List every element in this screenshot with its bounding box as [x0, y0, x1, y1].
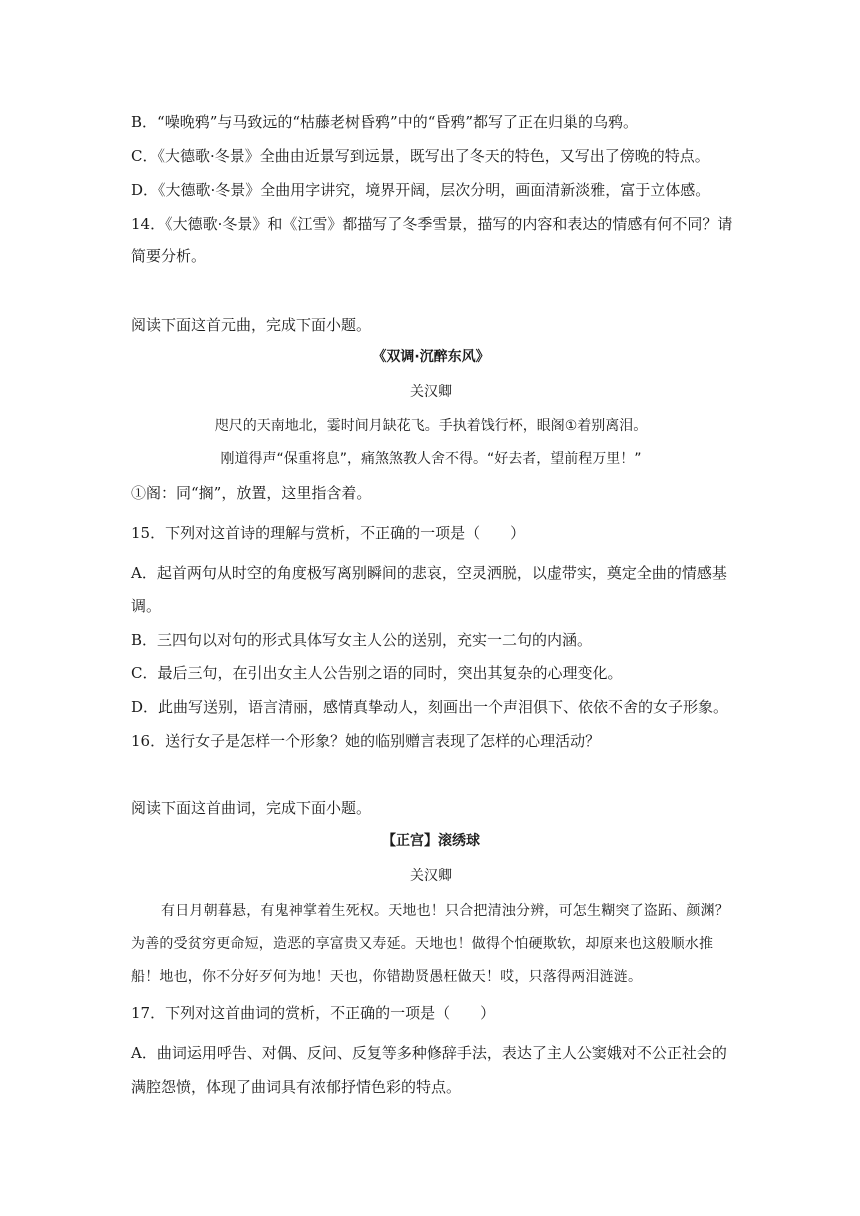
option-a-q15-line2: 调。: [131, 597, 162, 615]
option-a-q15-line1: A．起首两句从时空的角度极写离别瞬间的悲哀，空灵洒脱，以虚带实，奠定全曲的情感基: [131, 564, 727, 582]
option-b-q15: B．三四句以对句的形式具体写女主人公的送别，充实一二句的内涵。: [131, 631, 593, 649]
option-b-q13: B．“噪晚鸦”与马致远的“枯藤老树昏鸦”中的“昏鸦”都写了正在归巢的乌鸦。: [131, 113, 639, 131]
option-d-q13: D．《大德歌·冬景》全曲用字讲究，境界开阔，层次分明，画面清新淡雅，富于立体感。: [131, 181, 711, 199]
question-14-line1: 14．《大德歌·冬景》和《江雪》都描写了冬季雪景，描写的内容和表达的情感有何不同？请: [131, 215, 733, 233]
poem-verse-2: 刚道得声“保重将息”，痛煞煞教人舍不得。“好去者，望前程万里！”: [220, 451, 642, 467]
question-15: 15．下列对这首诗的理解与赏析，不正确的一项是（ ）: [131, 524, 526, 542]
poem-body-2: 有日月朝暮悬，有鬼神掌着生死权。天地也！只合把清浊分辨，可怎生糊突了盗跖、颜渊？为善的受贫穷更命短，造恶的享富贵又寿延。天地也！做得个怕硬欺软，却原来也这般顺水推船！地也，你不分好歹何为地！天也，你错勘贤愚枉做天！哎，只落得两泪涟涟。: [131, 903, 729, 985]
poem-verse-1: 咫尺的天南地北，霎时间月缺花飞。手执着饯行杯，眼阁①着别离泪。: [214, 418, 648, 434]
option-c-q15: C．最后三句，在引出女主人公告别之语的同时，突出其复杂的心理变化。: [131, 664, 623, 682]
reading-instruction-1: 阅读下面这首元曲，完成下面小题。: [131, 316, 372, 334]
poem-title-1: 《双调·沉醉东风》: [372, 349, 490, 365]
question-17: 17．下列对这首曲词的赏析，不正确的一项是（ ）: [131, 1004, 496, 1022]
footnote-1: ①阁：同“搁”，放置，这里指含着。: [131, 484, 372, 502]
option-c-q13: C．《大德歌·冬景》全曲由近景写到远景，既写出了冬天的特色，又写出了傍晚的特点。: [131, 147, 710, 165]
option-a-q17-line1: A．曲词运用呼告、对偶、反问、反复等多种修辞手法，表达了主人公窦娥对不公正社会的: [131, 1044, 727, 1062]
poem-author-1: 关汉卿: [410, 384, 452, 400]
question-14-line2: 简要分析。: [131, 247, 207, 265]
question-16: 16．送行女子是怎样一个形象？她的临别赠言表现了怎样的心理活动？: [131, 732, 601, 750]
poem-title-2: 【正宫】滚绣球: [382, 833, 480, 849]
poem-author-2: 关汉卿: [410, 868, 452, 884]
reading-instruction-2: 阅读下面这首曲词，完成下面小题。: [131, 799, 372, 817]
option-a-q17-line2: 满腔怨愤，体现了曲词具有浓郁抒情色彩的特点。: [131, 1078, 462, 1096]
option-d-q15: D．此曲写送别，语言清丽，感情真挚动人，刻画出一个声泪俱下、依依不舍的女子形象。: [131, 698, 729, 716]
